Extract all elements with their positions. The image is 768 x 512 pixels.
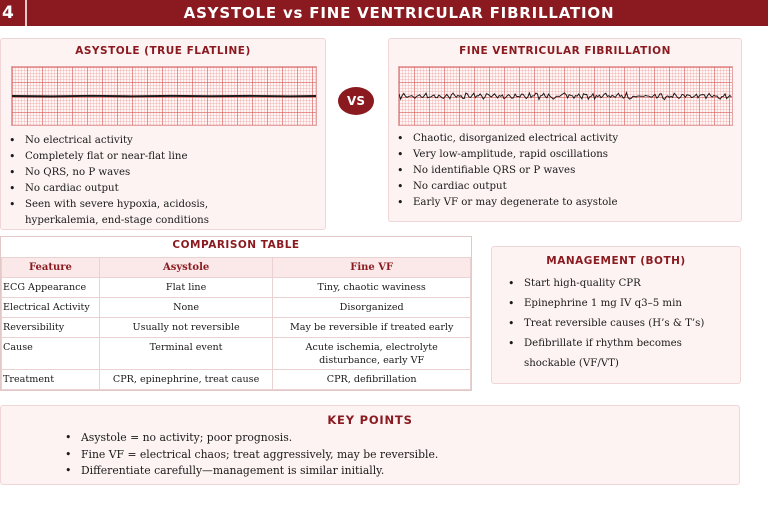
- fine-vf-trace: [399, 67, 732, 125]
- list-item: • Treat reversible causes (H’s & T’s): [502, 314, 704, 334]
- section-number: 4: [2, 3, 14, 23]
- list-item: • Fine VF = electrical chaos; treat aggressively, may be reversible.: [59, 447, 438, 464]
- table-cell: Cause: [2, 338, 100, 370]
- table-cell: ECG Appearance: [2, 278, 100, 298]
- management-panel: [491, 246, 741, 384]
- list-item: • Start high-quality CPR: [502, 274, 704, 294]
- management-list: [502, 274, 704, 374]
- flatline-trace: [12, 67, 316, 125]
- comparison-table-section: [0, 236, 472, 391]
- list-item: • Early VF or may degenerate to asystole: [391, 195, 618, 211]
- asystole-panel: [0, 38, 326, 230]
- list-item: • No cardiac output: [391, 179, 618, 195]
- table-cell: May be reversible if treated early: [273, 318, 471, 338]
- fine-vf-panel: [388, 38, 742, 222]
- fine-vf-features-list: [391, 131, 618, 211]
- column-header: Feature: [2, 258, 100, 278]
- table-cell: None: [99, 298, 273, 318]
- table-row: [2, 278, 471, 298]
- column-header: Fine VF: [273, 258, 471, 278]
- table-cell: Treatment: [2, 370, 100, 390]
- list-item: • Epinephrine 1 mg IV q3–5 min: [502, 294, 704, 314]
- key-points-list: [59, 430, 438, 480]
- key-points-title: KEY POINTS: [327, 413, 413, 427]
- comparison-table: [1, 257, 471, 390]
- table-row: [2, 298, 471, 318]
- page-header: [0, 0, 768, 26]
- key-points-panel: [0, 405, 740, 485]
- page-title: ASYSTOLE vs FINE VENTRICULAR FIBRILLATION: [183, 4, 615, 22]
- table-cell: CPR, defibrillation: [273, 370, 471, 390]
- table-cell: Acute ischemia, electrolyte disturbance, early VF: [273, 338, 471, 370]
- list-item: • Completely flat or near-flat line: [3, 149, 209, 165]
- table-cell: Electrical Activity: [2, 298, 100, 318]
- table-header-row: [2, 258, 471, 278]
- list-item-continuation: hyperkalemia, end-stage conditions: [25, 215, 209, 226]
- fine-vf-ecg-strip: [398, 66, 733, 126]
- table-cell: Terminal event: [99, 338, 273, 370]
- fine-vf-title: FINE VENTRICULAR FIBRILLATION: [459, 45, 671, 57]
- header-divider: [25, 0, 27, 26]
- list-item: • Chaotic, disorganized electrical activity: [391, 131, 618, 147]
- table-cell: CPR, epinephrine, treat cause: [99, 370, 273, 390]
- list-item: • No cardiac output: [3, 181, 209, 197]
- vs-badge: VS: [338, 87, 374, 115]
- list-item: • Seen with severe hypoxia, acidosis,: [3, 197, 209, 213]
- list-item: • Very low-amplitude, rapid oscillations: [391, 147, 618, 163]
- table-row: [2, 318, 471, 338]
- table-cell: Reversibility: [2, 318, 100, 338]
- list-item-continuation: shockable (VF/VT): [524, 358, 619, 369]
- table-row: [2, 338, 471, 370]
- asystole-features-list: [3, 133, 209, 229]
- asystole-ecg-strip: [11, 66, 317, 126]
- table-row: [2, 370, 471, 390]
- management-title: MANAGEMENT (BOTH): [546, 255, 686, 267]
- table-cell: Flat line: [99, 278, 273, 298]
- table-cell: Tiny, chaotic waviness: [273, 278, 471, 298]
- comparison-table-title: COMPARISON TABLE: [172, 239, 300, 251]
- table-cell: Usually not reversible: [99, 318, 273, 338]
- table-cell: Disorganized: [273, 298, 471, 318]
- column-header: Asystole: [99, 258, 273, 278]
- list-item: • No QRS, no P waves: [3, 165, 209, 181]
- list-item: • No electrical activity: [3, 133, 209, 149]
- list-item: • Differentiate carefully—management is similar initially.: [59, 463, 438, 480]
- list-item: • No identifiable QRS or P waves: [391, 163, 618, 179]
- list-item: • Defibrillate if rhythm becomes: [502, 334, 704, 354]
- list-item: • Asystole = no activity; poor prognosis.: [59, 430, 438, 447]
- asystole-title: ASYSTOLE (TRUE FLATLINE): [75, 45, 251, 57]
